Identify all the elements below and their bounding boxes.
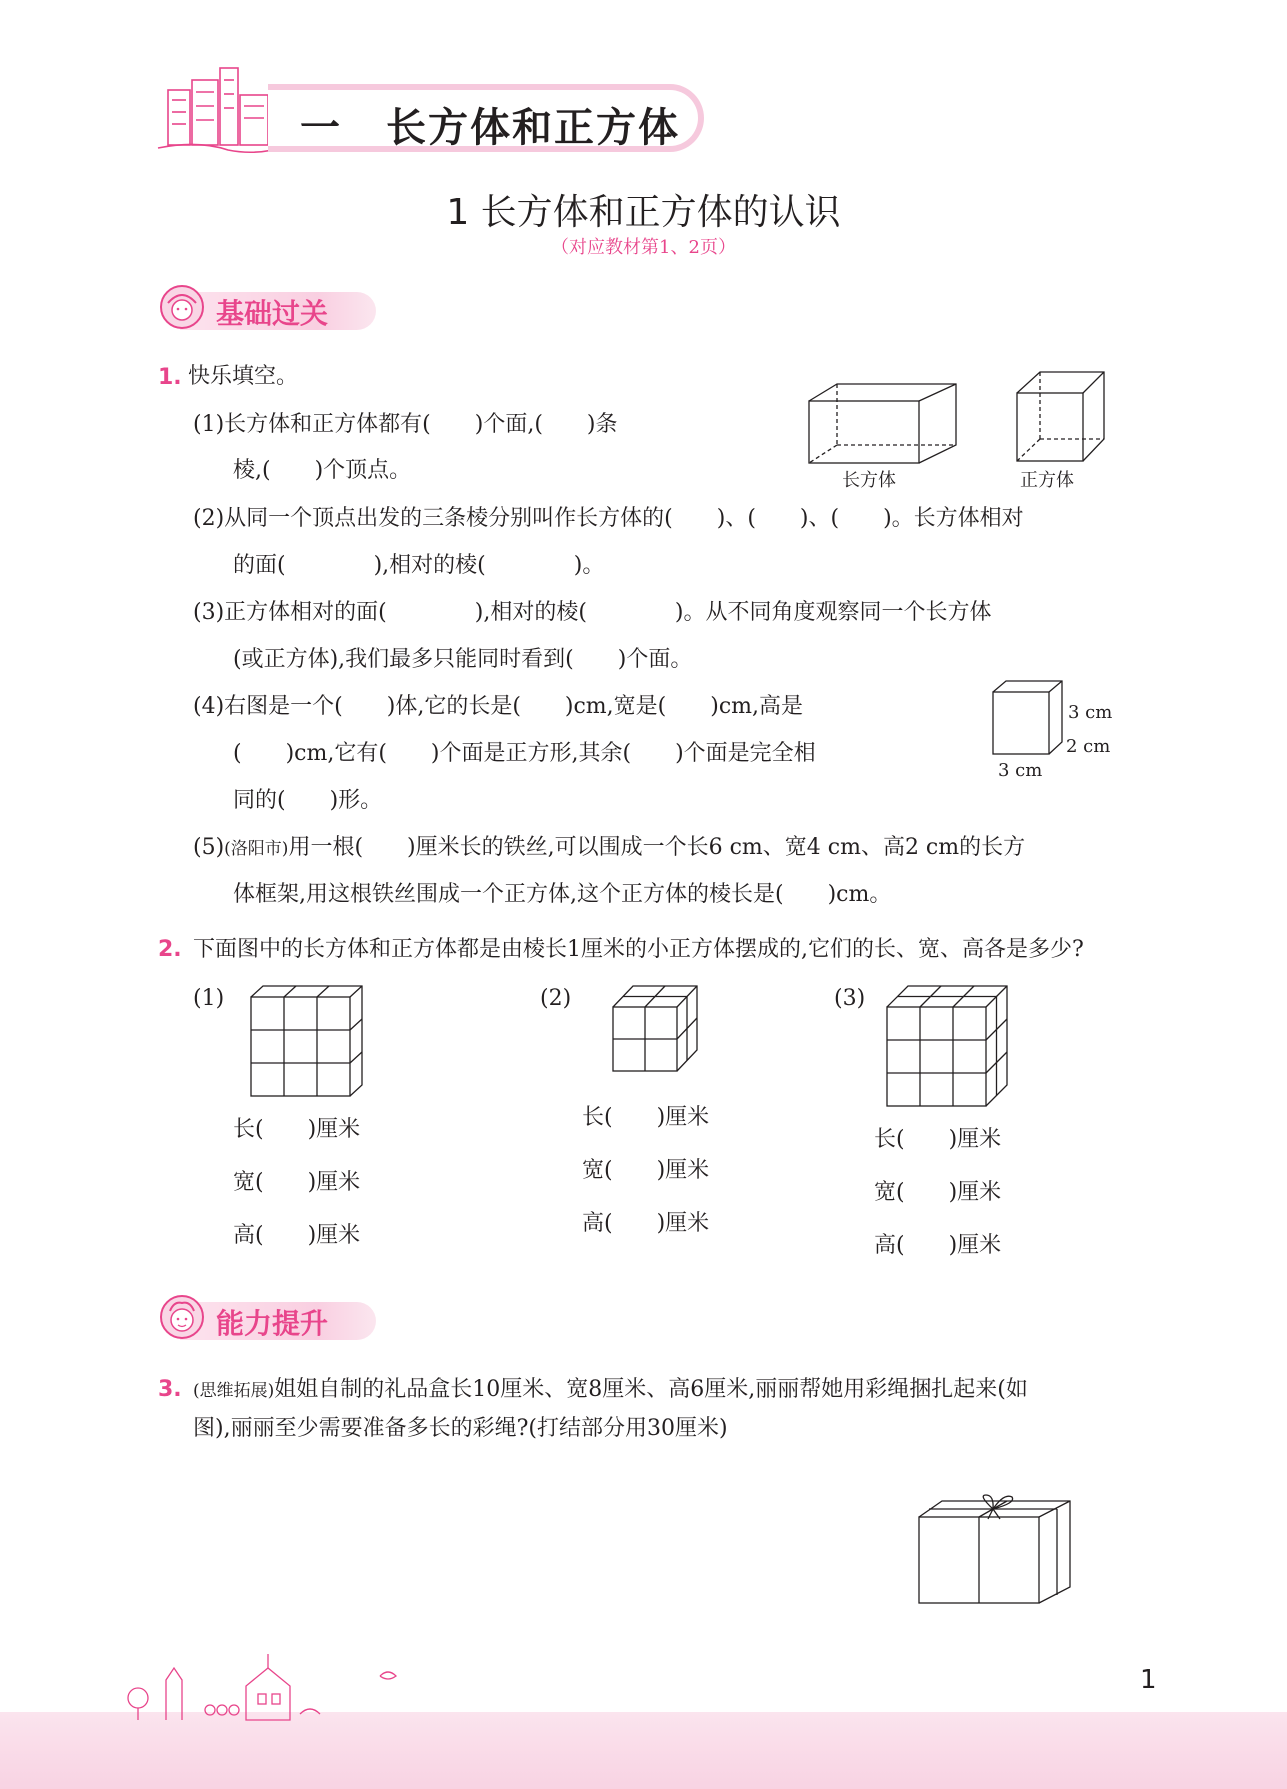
q1-line: (3)正方体相对的面( ),相对的棱( )。从不同角度观察同一个长方体 (193, 600, 992, 625)
q1-line: 同的( )形。 (233, 788, 383, 813)
unit-title-text: 长方体和正方体 (386, 105, 680, 151)
unit-number: 一 (300, 105, 342, 151)
page-number: 1 (1140, 1665, 1157, 1695)
q2-1-height: 高( )厘米 (233, 1223, 361, 1248)
q2-part-label: (2) (540, 986, 572, 1011)
q1-line: 体框架,用这根铁丝围成一个正方体,这个正方体的棱长是( )cm。 (233, 882, 892, 907)
q1-line: (或正方体),我们最多只能同时看到( )个面。 (233, 647, 693, 672)
q1-5-prefix: (5) (193, 835, 225, 860)
q2-2-length: 长( )厘米 (582, 1105, 710, 1130)
q3-number: 3. (158, 1377, 182, 1402)
q2-3-width: 宽( )厘米 (874, 1180, 1002, 1205)
q2-1-length: 长( )厘米 (233, 1117, 361, 1142)
cube-figure (1016, 371, 1106, 463)
q3-line-1 (193, 1375, 1028, 1406)
q2-number: 2. (158, 937, 182, 962)
q1-4-label-right: 2 cm (1066, 736, 1111, 757)
q2-2-height: 高( )厘米 (582, 1211, 710, 1236)
cube-label: 正方体 (1020, 470, 1074, 491)
q1-line: (2)从同一个顶点出发的三条棱分别叫作长方体的( )、( )、( )。长方体相对 (193, 506, 1024, 531)
q1-line: 的面( ),相对的棱( )。 (233, 553, 605, 578)
q3-text-1: 姐姐自制的礼品盒长10厘米、宽8厘米、高6厘米,丽丽帮她用彩绳捆扎起来(如 (274, 1377, 1028, 1402)
q1-5-text: 用一根( )厘米长的铁丝,可以围成一个长6 cm、宽4 cm、高2 cm的长方 (288, 835, 1026, 860)
cuboid-figure (808, 383, 960, 465)
lesson-subtitle: （对应教材第1、2页） (551, 237, 736, 258)
q2-3-block-figure (886, 985, 1010, 1109)
q2-3-length: 长( )厘米 (874, 1127, 1002, 1152)
town-illustration (118, 1650, 408, 1722)
cuboid-label: 长方体 (842, 470, 896, 491)
q1-line: (4)右图是一个( )体,它的长是( )cm,宽是( )cm,高是 (193, 694, 804, 719)
q2-text: 下面图中的长方体和正方体都是由棱长1厘米的小正方体摆成的,它们的长、宽、高各是多少? (193, 937, 1084, 962)
q1-number: 1. (158, 365, 182, 390)
unit-title (300, 96, 680, 153)
q1-line: 棱,( )个顶点。 (233, 458, 412, 483)
gift-box-figure (918, 1495, 1074, 1605)
section-title-advanced: 能力提升 (216, 1307, 329, 1340)
girl-avatar-icon (158, 283, 206, 331)
q2-2-width: 宽( )厘米 (582, 1158, 710, 1183)
q1-4-cuboid-figure (992, 680, 1064, 756)
lesson-title: 1 长方体和正方体的认识 (446, 192, 841, 233)
boy-avatar-icon (158, 1293, 206, 1341)
footer-band (0, 1712, 1287, 1789)
q3-tag: (思维拓展) (193, 1381, 275, 1401)
q2-part-label: (1) (193, 986, 225, 1011)
q2-1-block-figure (250, 985, 364, 1099)
q1-4-label-top: 3 cm (1068, 702, 1113, 723)
q1-5-tag: (洛阳市) (224, 839, 289, 859)
q2-1-width: 宽( )厘米 (233, 1170, 361, 1195)
q1-line-5 (193, 833, 1025, 864)
q1-4-label-bottom: 3 cm (998, 760, 1043, 781)
q1-line: (1)长方体和正方体都有( )个面,( )条 (193, 412, 618, 437)
q3-text-2: 图),丽丽至少需要准备多长的彩绳?(打结部分用30厘米) (193, 1416, 728, 1441)
q1-line: ( )cm,它有( )个面是正方形,其余( )个面是完全相 (233, 741, 816, 766)
q2-2-block-figure (612, 985, 698, 1073)
q2-part-label: (3) (834, 986, 866, 1011)
q1-title: 快乐填空。 (188, 364, 299, 389)
section-title-basic: 基础过关 (216, 297, 329, 330)
q2-3-height: 高( )厘米 (874, 1233, 1002, 1258)
